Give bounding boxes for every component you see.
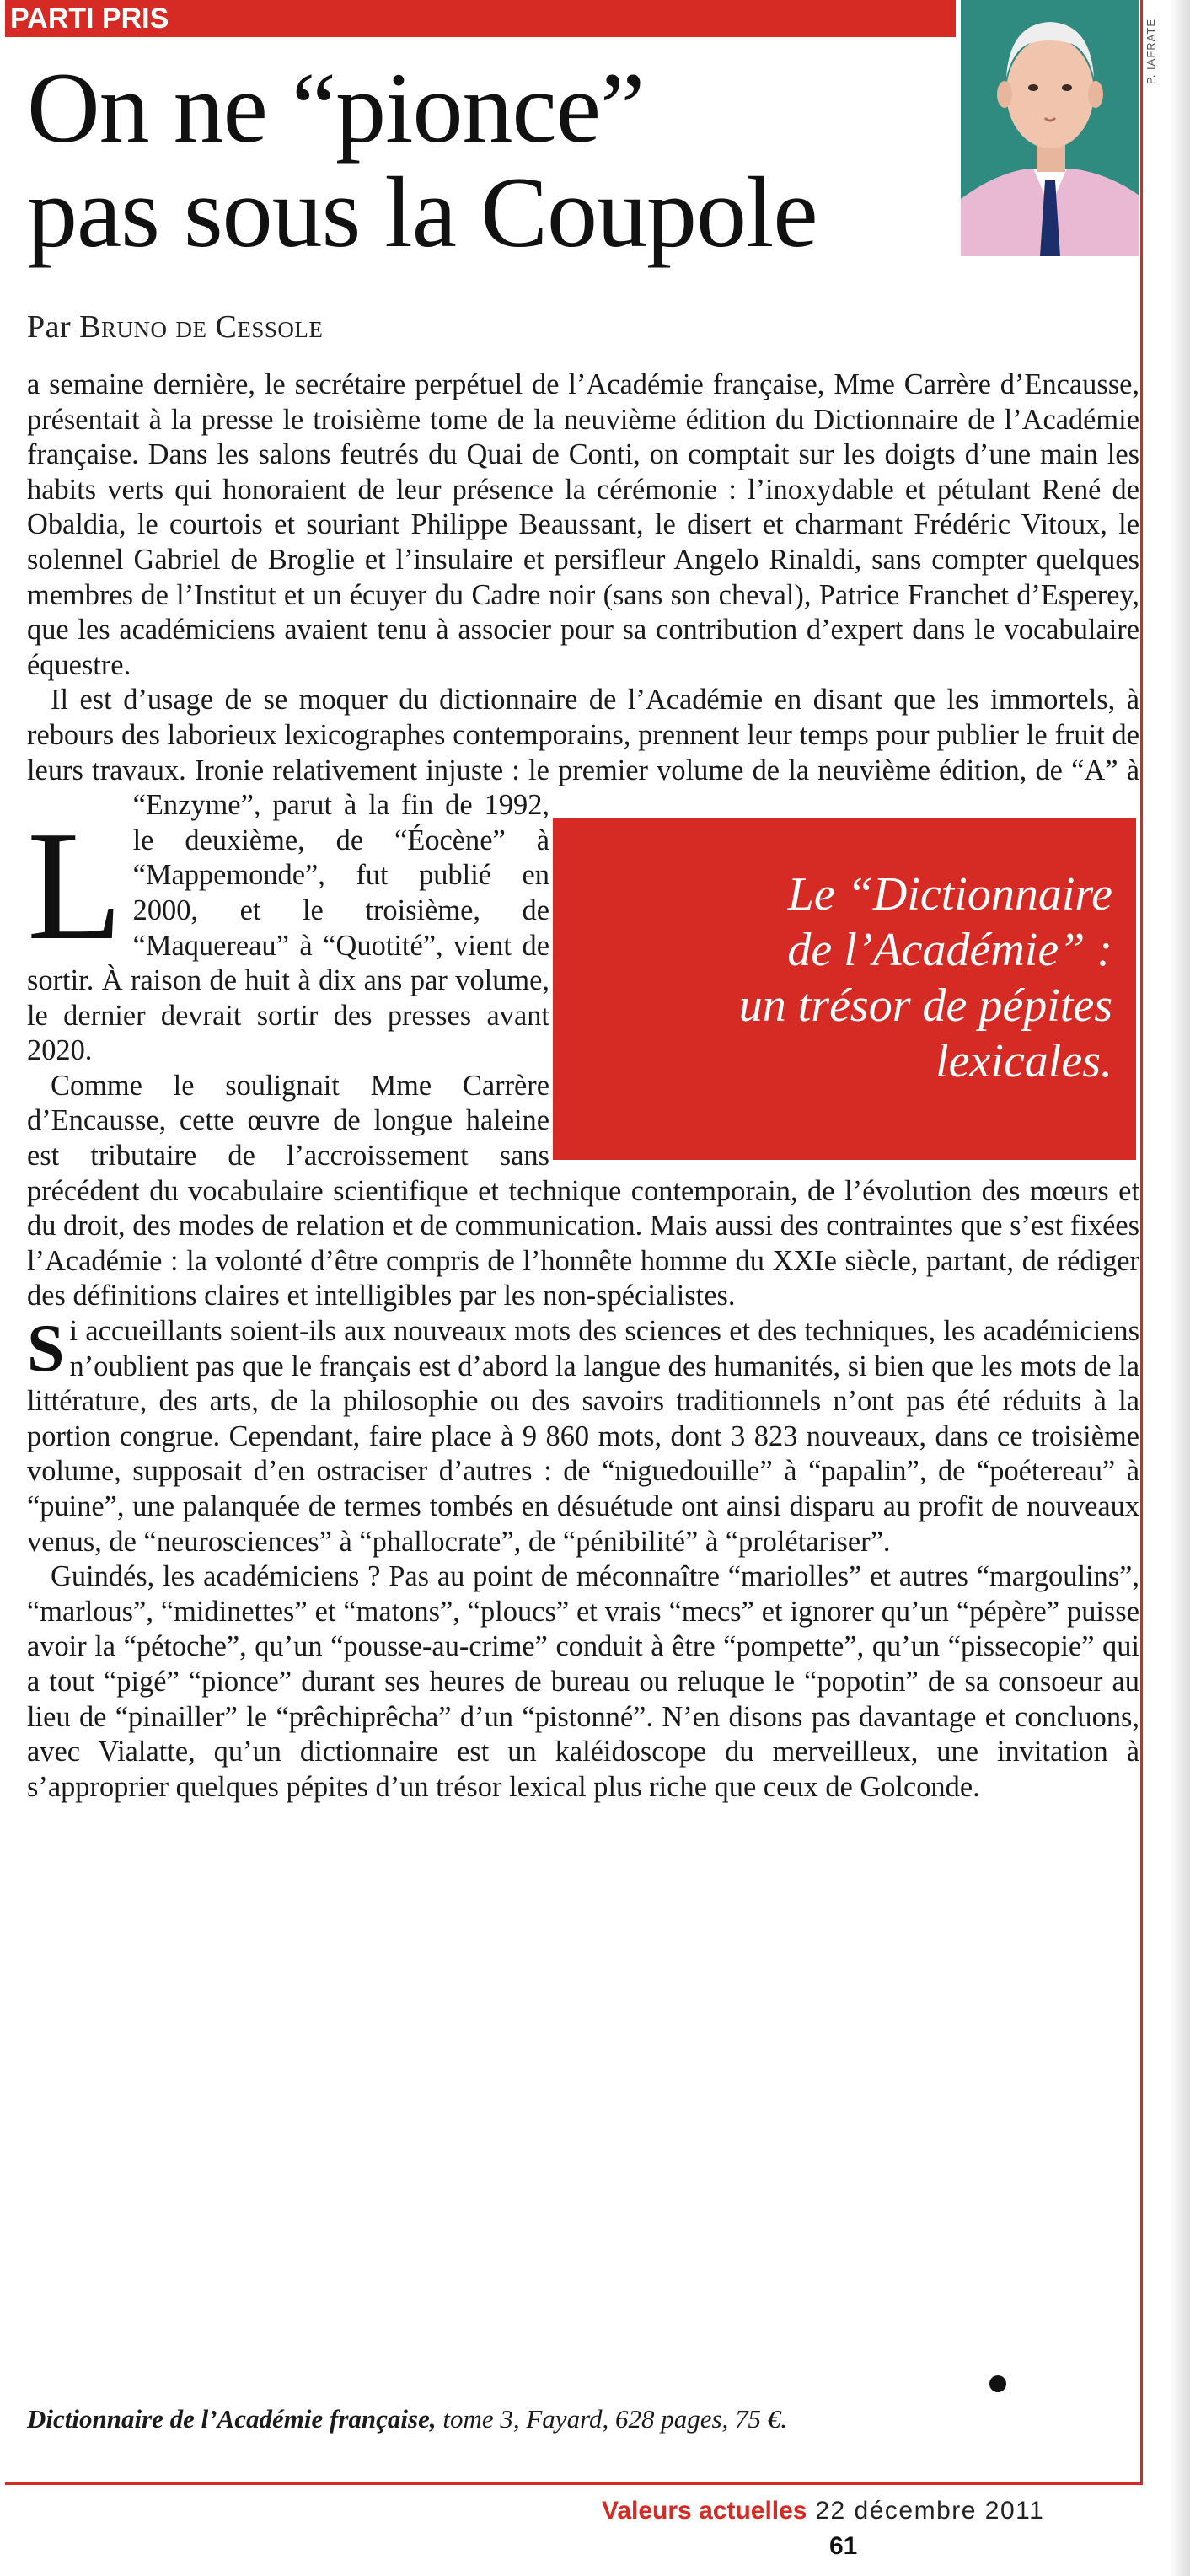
byline bbox=[27, 309, 323, 346]
paragraph-3: Comme le soulignait Mme Carrère d’Encausse, cette œuvre de longue haleine est tributaire de l’accroissement sans précédent du vocabulaire scientifique et technique contemporain, de l’évolution des mœurs et du droit, des modes de relation et de communication. Mais aussi des contraintes que s’est fixées l’Académie : la volonté d’être compris de l’honnête homme du XXIe siècle, partant, de rédiger des définitions claires et intelligibles par les non-spécialistes. bbox=[27, 1069, 1139, 1312]
drop-cap-s: S bbox=[27, 1312, 65, 1387]
page-folio bbox=[602, 2497, 1107, 2525]
paragraph-2: Il est d’usage de se moquer du dictionnaire de l’Académie en disant que les immortels, à rebours des laborieux lexicographes contemporains, prennent leur temps pour publier le fruit de leurs travaux. Ironie relativement injuste : le premier volume de la neuvième édition, de “A” à “Enzyme”, parut à la fin de 1992, le deuxième, de “Éocène” à “Mappemonde”, fut publié en 2000, et le troisième, de “Maquereau” à “Quotité”, vient de sortir. À raison de huit à dix ans par volume, le dernier devrait sortir des presses avant 2020. bbox=[27, 684, 1139, 1067]
page-edge-shadow bbox=[1170, 0, 1190, 2576]
paragraph-1-text: a semaine dernière, le secrétaire perpétuel de l’Académie française, Mme Carrère d’Encausse, présentait à la presse le troisième tome de la neuvième édition du Dictionnaire de l’Académie française. Dans les salons feutrés du Quai de Conti, on comptait sur les doigts d’une main les habits verts qui honoraient de leur présence la cérémonie : l’inoxydable et pétulant René de Obaldia, le courtois et souriant Philippe Beaussant, le disert et charmant Frédéric Vitoux, le solennel Gabriel de Broglie et l’insulaire et persifleur Angelo Rinaldi, sans compter quelques membres de l’Institut et un écuyer du Cadre noir (sans son cheval), Patrice Franchet d’Esperey, que les académiciens avaient tenu à associer pour sa contribution d’expert dans le vocabulaire équestre. bbox=[27, 368, 1139, 681]
photo-credit: P. IAFRATE bbox=[1144, 19, 1157, 85]
byline-prefix: Par bbox=[27, 309, 72, 345]
book-details: tome 3, Fayard, 628 pages, 75 €. bbox=[442, 2404, 788, 2434]
magazine-name: Valeurs actuelles bbox=[602, 2497, 807, 2525]
drop-cap-l: L bbox=[27, 799, 123, 973]
pullquote-box bbox=[553, 818, 1136, 1160]
author-portrait-image bbox=[961, 0, 1139, 256]
paragraph-4-text: i accueillants soient-ils aux nouveaux mots des sciences et des techniques, les académiciens n’oublient pas que le français est d’abord la langue des humanités, si bien que les mots de la littérature, des arts, de la philosophie ou des savoirs traditionnels n’ont pas été réduits à la portion congrue. Cependant, faire place à 9 860 mots, dont 3 823 nouveaux, dans ce troisième volume, supposait d’en ostraciser d’autres : de “niguedouille” à “papalin”, de “poétereau” à “puine”, une palanquée de termes tombés en désuétude ont ainsi disparu au profit de nouveaux venus, de “neurosciences” à “phallocrate”, de “pénibilité” à “prolétariser”. bbox=[27, 1315, 1139, 1558]
paragraph-4 bbox=[27, 1314, 1139, 1559]
byline-author: Bruno de Cessole bbox=[79, 309, 324, 345]
author-photo bbox=[961, 0, 1139, 256]
end-of-article-mark bbox=[989, 2375, 1006, 2392]
headline bbox=[27, 51, 954, 268]
issue-date: 22 décembre 2011 bbox=[815, 2497, 1045, 2525]
book-reference bbox=[27, 2404, 1123, 2434]
pullquote-line-2: de l’Académie” : bbox=[787, 924, 1112, 976]
section-rubric: PARTI PRIS bbox=[5, 0, 956, 37]
book-title: Dictionnaire de l’Académie française, bbox=[27, 2404, 437, 2434]
pullquote-line-3: un trésor de pépites bbox=[738, 979, 1112, 1032]
headline-line-2: pas sous la Coupole bbox=[27, 156, 817, 268]
paragraph-5: Guindés, les académiciens ? Pas au point de méconnaître “mariolles” et autres “margoulins”, “marlous”, “midinettes” et “matons”, “ploucs” et vrais “mecs” et ignorer qu’un “pépère” puisse avoir la “pétoche”, qu’un “pousse-au-crime” conduit à être “pompette”, qu’un “pissecopie” qui a tout “pigé” “pionce” durant ses heures de bureau ou reluque le “popotin” de sa consoeur au lieu de “pinailler” le “prêchiprêcha” d’un “pistonné”. N’en disons pas davantage et concluons, avec Vialatte, qu’un dictionnaire est un kaléidoscope du merveilleux, une invitation à s’approprier quelques pépites d’un trésor lexical plus riche que ceux de Golconde. bbox=[27, 1560, 1139, 1803]
headline-line-1: On ne “pionce” bbox=[27, 51, 645, 164]
pullquote-line-1: Le “Dictionnaire bbox=[787, 868, 1112, 920]
article-frame bbox=[5, 0, 1143, 2485]
page-number: 61 bbox=[829, 2532, 858, 2560]
pullquote-line-4: lexicales. bbox=[935, 1035, 1112, 1087]
